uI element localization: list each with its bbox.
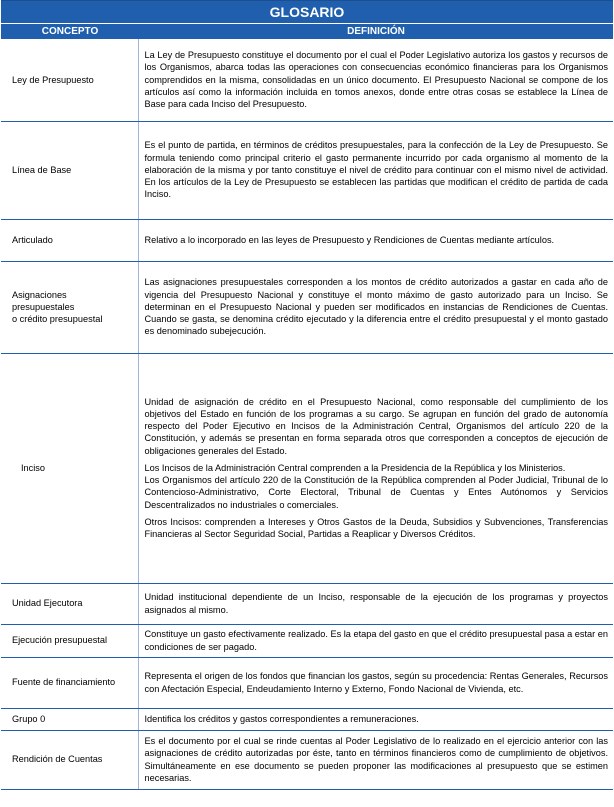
concept-column-header: CONCEPTO (41, 26, 99, 37)
glossary-row (1, 624, 613, 657)
definition-paragraph: Las asignaciones presupuestales corresponden a los montos de crédito autorizados a gastar en cada año de vigencia del Presupuesto Nacional y constituye el monto máximo de gasto autorizado para un Inciso. Se determinan en el Presupuesto Nacional y pueden ser modificados en instancias de Rendiciones de Cuentas. Cuando se gasta, se denomina crédito ejecutado y la diferencia entre el crédito presupuestal y el monto gastado es denominado subejecución. (144, 277, 608, 337)
definition-cell (138, 39, 613, 121)
definition-paragraph: Otros Incisos: comprenden a Intereses y Otros Gastos de la Deuda, Subsidios y Subvenciones, Transferencias Financieras al Sector Seguridad Social, Partidas a Reaplicar y Diversos Créditos. (144, 516, 608, 539)
concept-term: Inciso (1, 353, 138, 583)
definition-paragraph: La Ley de Presupuesto constituye el documento por el cual el Poder Legislativo autoriza los gastos y recursos de los Organismos, abarca todas las operaciones con consecuencias económico financieras para los Organismos comprendidos en la misma, consolidadas en un único documento. El Presupuesto Nacional se compone de los artículos así como la información incluida en tomos anexos, donde entre otras cosas se establece la Línea de Base para cada Inciso del Presupuesto. (144, 50, 608, 110)
glossary-row (1, 730, 613, 789)
glossary-row (1, 261, 613, 353)
definition-paragraph: Es el punto de partida, en términos de créditos presupuestales, para la confección de la Ley de Presupuesto. Se formula teniendo como principal criterio el gasto permanente incurrido por cada organismo al momento de la elaboración de la misma y por tanto constituye el nivel de crédito para continuar con el mismo nivel de actividad. En los artículos de la Ley de Presupuesto se establecen las partidas que modifican el crédito de partida de cada Inciso. (144, 140, 608, 200)
definition-cell (138, 708, 613, 730)
glossary-row (1, 39, 613, 121)
concept-term-line: o crédito presupuestal (12, 314, 103, 325)
glossary-row (1, 657, 613, 708)
definition-paragraph: Unidad institucional dependiente de un Inciso, responsable de la ejecución de los programas y proyectos asignados al mismo. (144, 592, 608, 615)
concept-term: Ejecución presupuestal (1, 624, 138, 657)
concept-term: Rendición de Cuentas (1, 730, 138, 789)
definition-paragraph: Es el documento por el cual se rinde cuentas al Poder Legislativo de lo realizado en el ejercicio anterior con las asignaciones de crédito autorizadas por éste, tanto en términos financieros como de cumplimiento de objetivos. Simultáneamente en ese documento se pueden proponer las modificaciones al presupuesto que se estimen necesarias. (144, 736, 608, 783)
definition-paragraph: Unidad de asignación de crédito en el Presupuesto Nacional, como responsable del cumplimiento de los objetivos del Estado en función de los programas a su cargo. Se agrupan en función del grado de autonomía respecto del Poder Ejecutivo en Incisos de la Administración Central, Organismos del artículo 220 de la Constitución, y además se presentan en forma separada otros que corresponden a conceptos de ejecución de obligaciones generales del Estado. (144, 396, 608, 456)
definition-paragraph: Los Organismos del artículo 220 de la Constitución de la República comprenden al Poder Judicial, Tribunal de lo Contencioso-Administrativo, Corte Electoral, Tribunal de Cuentas y Entes Autónomos y Servicios Descentralizados no industriales o comerciales. (144, 475, 608, 510)
definition-cell (138, 261, 613, 353)
concept-term: Articulado (1, 219, 138, 261)
definition-cell (138, 219, 613, 261)
definition-cell (138, 583, 613, 624)
glossary-row (1, 219, 613, 261)
definition-cell (138, 730, 613, 789)
glossary-row (1, 708, 613, 730)
glossary-title: GLOSARIO (1, 0, 613, 23)
column-header-row (1, 23, 613, 39)
concept-term: Grupo 0 (1, 708, 138, 730)
glossary-page (1, 0, 613, 790)
definition-paragraph: Identifica los créditos y gastos correspondientes a remuneraciones. (144, 713, 419, 724)
concept-term: Ley de Presupuesto (1, 39, 138, 121)
definition-column-header: DEFINICIÓN (347, 26, 405, 37)
concept-term-line: presupuestales (12, 301, 75, 312)
definition-paragraph: Relativo a lo incorporado en las leyes de Presupuesto y Rendiciones de Cuentas mediante artículos. (144, 234, 555, 245)
concept-term: Línea de Base (1, 121, 138, 219)
definition-cell (138, 121, 613, 219)
definition-paragraph: Representa el origen de los fondos que financian los gastos, según su procedencia: Rentas Generales, Recursos con Afectación Especial, Endeudamiento Interno y Externo, Fondo Nacional de Vivienda, etc. (144, 671, 608, 694)
definition-cell (138, 353, 613, 583)
glossary-row (1, 121, 613, 219)
glossary-table (1, 39, 613, 790)
concept-term: Unidad Ejecutora (1, 583, 138, 624)
glossary-row (1, 583, 613, 624)
concept-term: Fuente de financiamiento (1, 657, 138, 708)
definition-cell (138, 657, 613, 708)
definition-cell (138, 624, 613, 657)
concept-term-line: Asignaciones (12, 289, 67, 300)
definition-paragraph: Constituye un gasto efectivamente realizado. Es la etapa del gasto en que el crédito presupuestal pasa a estar en condiciones de ser pagado. (144, 629, 608, 652)
concept-term (1, 261, 138, 353)
glossary-row (1, 353, 613, 583)
definition-paragraph: Los Incisos de la Administración Central comprenden a la Presidencia de la República y los Ministerios. (144, 462, 566, 473)
